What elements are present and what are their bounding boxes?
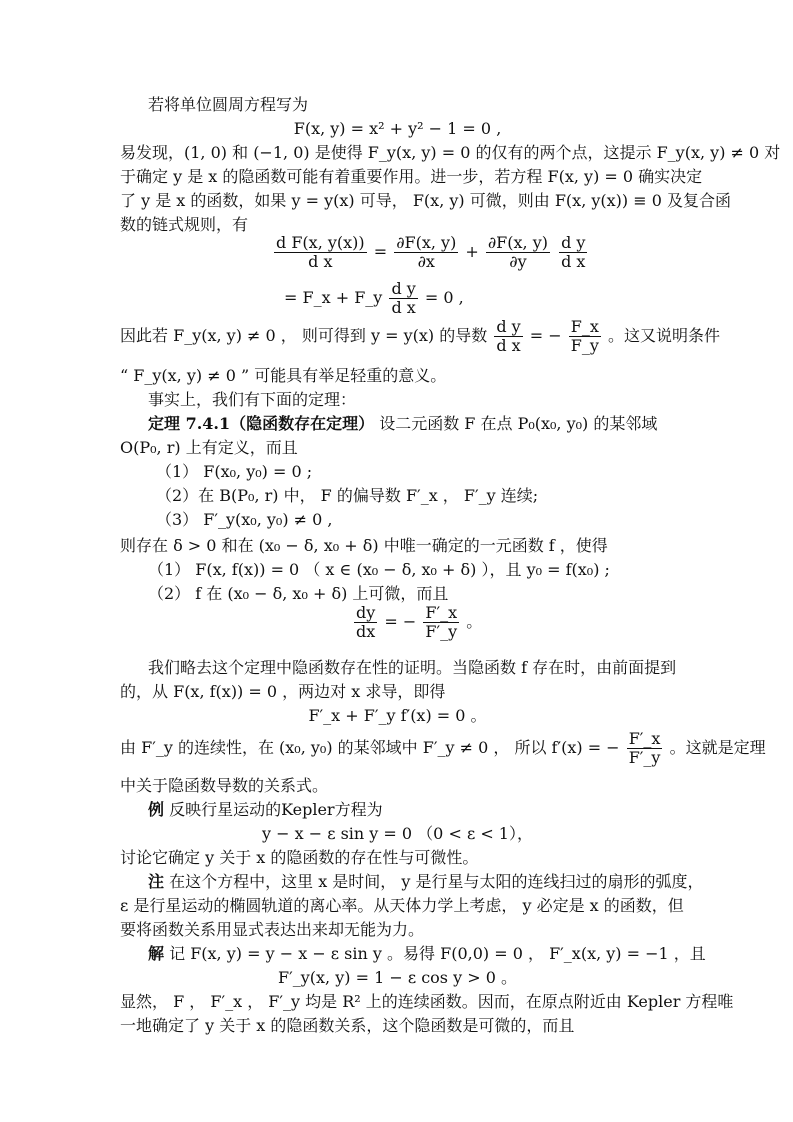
- fraction: $\frac{F\_x}{F\_y}$: [570, 317, 599, 355]
- equation-partial-y: F′_y(x, y) = 1 − ε cos y > 0 。: [278, 968, 517, 987]
- text-line: 要将函数关系用显式表达出来却无能为力。: [120, 920, 425, 939]
- text-line: 了 y 是 x 的函数，如果 y = y(x) 可导， F(x, y) 可微，则由 F(x, y(x)) ≡ 0 及复合函: [120, 191, 731, 210]
- text-line: ε 是行星运动的椭圆轨道的离心率。从天体力学上考虑， y 必定是 x 的函数，但: [120, 896, 684, 915]
- text-line-continuity: 由 F′_y 的连续性，在 (x₀, y₀) 的某邻域中 F′_y ≠ 0 ， 所以 f′(x) = − $\frac{F'\_x}{F'\_y}$ 。这就是定理: [120, 729, 766, 767]
- condition-item: （3） F′_y(x₀, y₀) ≠ 0 ,: [156, 510, 333, 529]
- condition-item: （2）在 B(P₀, r) 中， F 的偏导数 F′_x ， F′_y 连续;: [156, 486, 539, 505]
- solution-line: 解 记 F(x, y) = y − x − ε sin y 。易得 F(0,0) = 0 ， F′_x(x, y) = −1 ，且: [148, 944, 706, 963]
- equation-implicit-derivative: $\frac{dy}{dx}$ = − $\frac{F'\_x}{F'\_y}$ 。: [356, 603, 483, 641]
- equation-chain-rule: $\frac{\text{d F(x, y(x))}}{\text{d x}}$ = $\frac{\partial F(x, y)}{\partial x}$ + $\frac{\partial F(x, y)}{\partial y}$ $\frac{\text{d y}}{\text{d x}}$: [276, 233, 586, 271]
- text-line: 事实上，我们有下面的定理：: [148, 390, 357, 409]
- fraction: $\frac{\partial F(x, y)}{\partial x}$: [396, 233, 457, 271]
- note-line: 注 在这个方程中，这里 x 是时间， y 是行星与太阳的连线扫过的扇形的弧度，: [148, 872, 704, 891]
- text-line: “ F_y(x, y) ≠ 0 ” 可能具有举足轻重的意义。: [120, 366, 447, 385]
- fraction: $\frac{\text{d y}}{\text{d x}}$: [561, 233, 586, 271]
- text-line: 数的链式规则，有: [120, 215, 249, 234]
- fraction: $\frac{\partial F(x, y)}{\partial y}$: [487, 233, 548, 271]
- text-line: 我们略去这个定理中隐函数存在性的证明。当隐函数 f 存在时，由前面提到: [148, 658, 677, 677]
- equation-derivative: F′_x + F′_y f′(x) = 0 。: [308, 706, 487, 725]
- example-heading: 例 反映行星运动的Kepler方程为: [148, 800, 383, 819]
- theorem-title: 定理 7.4.1（隐函数存在定理）: [148, 414, 375, 433]
- fraction: $\frac{\text{d y}}{\text{d x}}$: [496, 317, 521, 355]
- text-line: 中关于隐函数导数的关系式。: [120, 776, 329, 795]
- equation-chain-rule-result: = F_x + F_y $\frac{\text{d y}}{\text{d x}}$ = 0 ,: [284, 279, 464, 317]
- text-line: 于确定 y 是 x 的隐函数可能有着重要作用。进一步，若方程 F(x, y) = 0 确实决定: [120, 167, 703, 186]
- equation-circle: F(x, y) = x² + y² − 1 = 0 ,: [293, 119, 502, 138]
- note-label: 注: [148, 872, 165, 891]
- text-line: 则存在 δ > 0 和在 (x₀ − δ, x₀ + δ) 中唯一确定的一元函数 f ，使得: [120, 536, 608, 555]
- text-line: 易发现，(1, 0) 和 (−1, 0) 是使得 F_y(x, y) = 0 的仅有的两个点，这提示 F_y(x, y) ≠ 0 对: [120, 143, 781, 162]
- solution-label: 解: [148, 944, 165, 963]
- fraction: $\frac{dy}{dx}$: [356, 603, 376, 641]
- theorem-heading: 定理 7.4.1（隐函数存在定理） 设二元函数 F 在点 P₀(x₀, y₀) 的某邻域: [148, 414, 658, 433]
- result-item: （2） f 在 (x₀ − δ, x₀ + δ) 上可微，而且: [148, 584, 449, 603]
- fraction: $\frac{F'\_x}{F'\_y}$: [628, 729, 661, 767]
- equation-kepler: y − x − ε sin y = 0 （0 < ε < 1），: [261, 824, 533, 843]
- fraction: $\frac{\text{d y}}{\text{d x}}$: [391, 279, 416, 317]
- text-line: 讨论它确定 y 关于 x 的隐函数的存在性与可微性。: [120, 848, 479, 867]
- text-line: 若将单位圆周方程写为: [148, 95, 309, 114]
- text-line: 的，从 F(x, f(x)) = 0 ，两边对 x 求导，即得: [120, 682, 446, 701]
- text-line-derivative: 因此若 F_y(x, y) ≠ 0 ， 则可得到 y = y(x) 的导数 $\frac{\text{d y}}{\text{d x}}$ = − $\frac{F\_x}{F\_y}$ 。这又说明条件: [120, 317, 721, 355]
- condition-item: （1） F(x₀, y₀) = 0 ;: [156, 462, 313, 481]
- fraction: $\frac{F'\_x}{F'\_y}$: [425, 603, 458, 641]
- text-line: 显然， F ， F′_x ， F′_y 均是 R² 上的连续函数。因而，在原点附近由 Kepler 方程唯: [120, 992, 734, 1011]
- example-label: 例: [148, 800, 165, 819]
- result-item: （1） F(x, f(x)) = 0 （ x ∈ (x₀ − δ, x₀ + δ) ），且 y₀ = f(x₀) ;: [148, 560, 610, 579]
- text-line: 一地确定了 y 关于 x 的隐函数关系，这个隐函数是可微的，而且: [120, 1016, 575, 1035]
- fraction: $\frac{\text{d F(x, y(x))}}{\text{d x}}$: [276, 233, 365, 271]
- text-line: O(P₀, r) 上有定义，而且: [120, 438, 298, 457]
